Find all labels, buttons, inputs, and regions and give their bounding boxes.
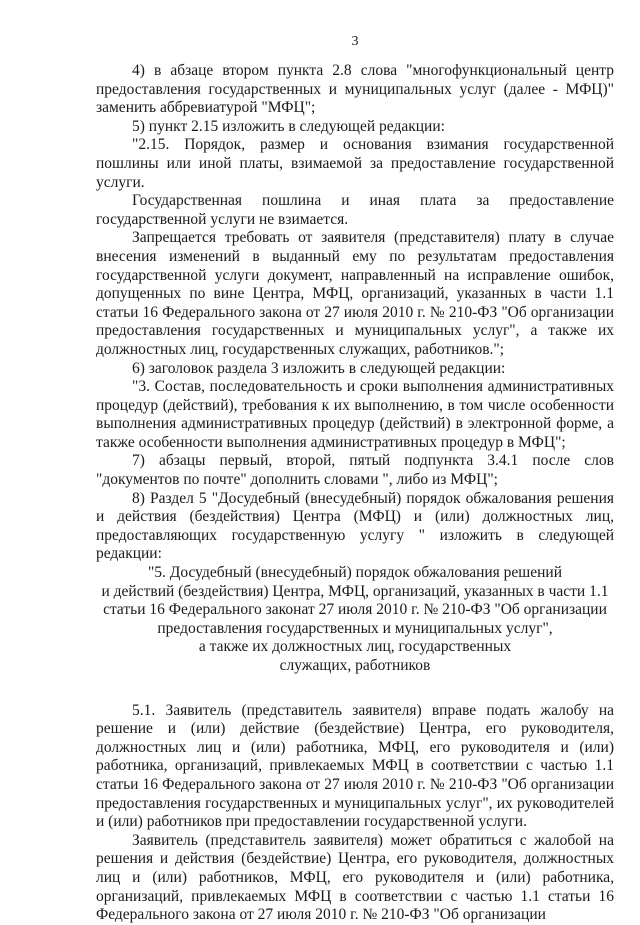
heading-line: статьи 16 Федерального законат 27 июля 2010 г. № 210-ФЗ "Об организации	[103, 601, 607, 619]
paragraph-clause-5-1: 5.1. Заявитель (представитель заявителя) вправе подать жалобу на решение и (или) действие (бездействие) Центра, его руководителя, должностных лиц и (или) работника, МФЦ, его руководителя и (или) работника, организаций, привлекаемых МФЦ в соответствии с частью 1.1 статьи 16 Федерального закона от 27 июля 2010 г. № 210-ФЗ "Об организации предоставления государственных и муниципальных услуг", их руководителей и (или) работников при предоставлении государственной услуги.	[96, 701, 614, 831]
paragraph-fee-prohibition: Запрещается требовать от заявителя (представителя) плату в случае внесения изменений в выданный ему по результатам предоставления государственной услуги документ, направленный на исправление ошибок, допущенных по вине Центра, МФЦ, организаций, указанных в части 1.1 статьи 16 Федерального закона от 27 июля 2010 г. № 210-ФЗ "Об организации предоставления государственных и муниципальных услуг", а также их должностных лиц, государственных служащих, работников.";	[96, 229, 614, 358]
paragraph-clause-2-15: "2.15. Порядок, размер и основания взимания государственной пошлины или иной платы, взимаемой за предоставление государственной услуги.	[96, 136, 614, 191]
paragraph-item-5: 5) пункт 2.15 изложить в следующей редакции:	[132, 117, 445, 135]
page-number: 3	[351, 34, 359, 49]
paragraph-fee-not-charged: Государственная пошлина и иная плата за предоставление государственной услуги не взимается.	[96, 192, 614, 228]
section-gap	[96, 676, 614, 702]
paragraph-item-6: 6) заголовок раздела 3 изложить в следующей редакции:	[132, 359, 506, 377]
section-5-heading	[96, 564, 614, 676]
paragraph-complaint-right: Заявитель (представитель заявителя) может обратиться с жалобой на решения и действия (бездействие) Центра, его руководителя, должностных лиц и (или) работников, МФЦ, его руководителя и (или) работника, организаций, привлекаемых МФЦ в соответствии с частью 1.1 статьи 16 Федерального закона от 27 июля 2010 г. № 210-ФЗ "Об организации	[96, 831, 614, 924]
heading-line: "5. Досудебный (внесудебный) порядок обжалования решений	[147, 564, 563, 582]
heading-line: и действий (бездействия) Центра, МФЦ, организаций, указанных в части 1.1	[101, 582, 609, 600]
heading-line: предоставления государственных и муниципальных услуг",	[157, 619, 553, 637]
heading-line: служащих, работников	[279, 657, 431, 674]
paragraph-section-3-title: "3. Состав, последовательность и сроки выполнения административных процедур (действий), требования к их выполнению, в том числе особенности выполнения административных процедур (действий) в электронной форме, а также особенности выполнения административных процедур в МФЦ";	[96, 378, 614, 451]
heading-line: а также их должностных лиц, государственных	[198, 638, 512, 656]
paragraph-item-7: 7) абзацы первый, второй, пятый подпункта 3.4.1 после слов "документов по почте" дополнить словами ", либо из МФЦ";	[96, 452, 614, 489]
paragraph-item-8: 8) Раздел 5 "Досудебный (внесудебный) порядок обжалования решения и действия (бездействия) Центра (МФЦ) и (или) должностных лиц, предоставляющих государственную услугу " изложить в следующей редакции:	[96, 489, 614, 563]
document-page	[96, 34, 614, 925]
paragraph-item-4: 4) в абзаце втором пункта 2.8 слова "многофункциональный центр предоставления государственных и муниципальных услуг (далее - МФЦ)" заменить аббревиатурой "МФЦ";	[96, 62, 614, 117]
